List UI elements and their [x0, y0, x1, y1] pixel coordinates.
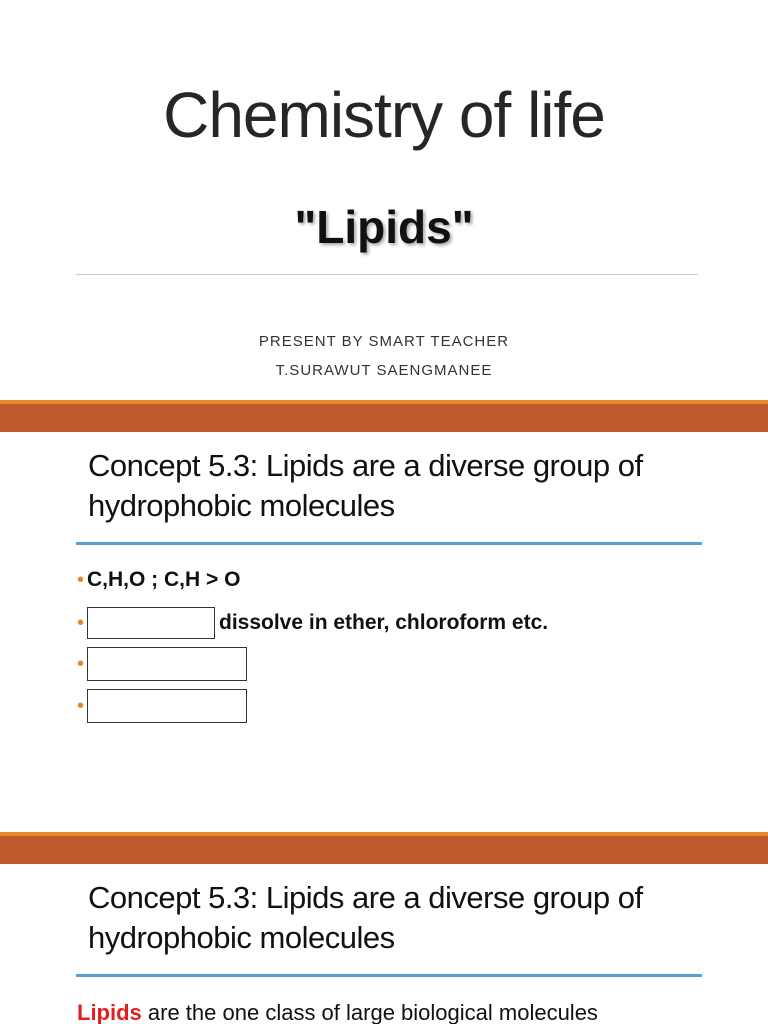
slide-title: Concept 5.3: Lipids are a diverse group of hydrophobic molecules [88, 448, 643, 523]
presenter-line: PRESENT BY SMART TEACHER [258, 333, 510, 350]
bullet-item [77, 606, 548, 640]
bullet-text: dissolve in ether, chloroform etc. [219, 611, 549, 634]
presentation-title: Chemistry of life [163, 79, 605, 151]
title-underline [76, 974, 702, 977]
bullet-item [77, 689, 247, 723]
concept-slide [0, 864, 768, 1024]
presenter-name: T.SURAWUT SAENGMANEE [275, 362, 493, 379]
bullet-item [77, 647, 247, 681]
bullet-item [77, 563, 240, 597]
fill-in-blank-box [87, 607, 215, 639]
slide-title: Concept 5.3: Lipids are a diverse group of hydrophobic molecules [88, 880, 643, 955]
bullet-dot-icon: • [77, 611, 85, 634]
body-paragraph [77, 1000, 768, 1024]
paragraph-text: are the one class of large biological molecules [141, 1000, 598, 1024]
bullet-text: C,H,O ; C,H > O [87, 568, 241, 591]
presentation-subtitle: "Lipids" [294, 201, 474, 253]
bullet-dot-icon: • [77, 568, 85, 591]
title-underline [76, 542, 702, 545]
concept-slide [0, 432, 768, 832]
fill-in-blank-box [87, 647, 247, 681]
fill-in-blank-box [87, 689, 247, 723]
emphasis-term: Lipids [77, 1000, 142, 1024]
title-slide [0, 0, 768, 400]
title-divider [76, 274, 698, 275]
slide-separator [0, 832, 768, 864]
bullet-dot-icon: • [77, 694, 85, 717]
bullet-dot-icon: • [77, 652, 85, 675]
slide-separator [0, 400, 768, 432]
